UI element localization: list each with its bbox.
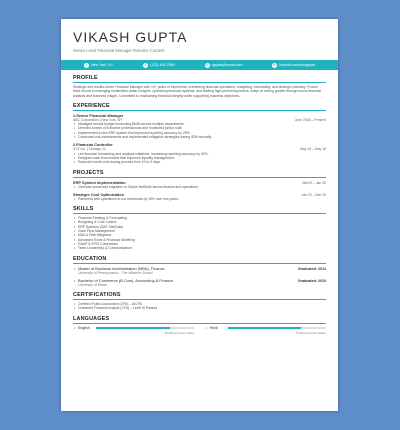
language-entry (73, 326, 194, 335)
location-icon: ⌖ (85, 62, 88, 67)
section-divider (73, 177, 326, 178)
resume-page (61, 19, 338, 411)
contact-bar (61, 60, 338, 70)
job-role: 1.Senior Financial Manager (73, 112, 124, 118)
section-divider (73, 213, 326, 214)
profile-text: Strategic and results-driven Financial Manager with 10+ years of experience overseeing financial operations, budgeting, forecasting, and strategic planning. Proven track record in managing multimillion-dollar budgets, optimizing financial systems, and leading high-performing teams. Adept at driving growth through sound financial analysis and business insight. Committed to maintaining financial integrity while supporting business objectives. (73, 85, 322, 98)
section-divider (73, 263, 326, 264)
list-item: • ERP Systems (SAP, NetSuite) (73, 225, 326, 229)
project-name: ERP System Implementation (73, 179, 126, 185)
contact-phone: ✆ (123) 456-7890 (144, 62, 175, 67)
section-title: LANGUAGES (73, 315, 110, 322)
project-name: Strategic Cost Optimization (73, 191, 125, 197)
graduation-date: Graduated: 2014 (297, 266, 326, 271)
skills-section (73, 206, 326, 250)
linkedin-icon: in (273, 62, 277, 67)
section-title: EDUCATION (73, 255, 107, 262)
job-bullets (73, 152, 326, 165)
languages-section (73, 316, 326, 335)
section-title: PROJECTS (73, 169, 104, 176)
contact-email[interactable]: ✉ vgupta@email.com (205, 62, 243, 67)
list-item: • Directed a team of 8 finance professionals and monitored jumior staff. (73, 126, 326, 130)
list-item: • Team Leadership & Communication (73, 246, 326, 250)
proficiency-label: Proficiency level: Native (296, 331, 326, 336)
section-divider (73, 110, 326, 111)
resume-body (61, 75, 338, 335)
education-section (73, 256, 326, 288)
job-entry (73, 113, 326, 139)
list-item: • Oversaw successful migration to Oracle NetSuite across finance and operations. (73, 185, 326, 189)
list-item: • Managed annual budget exceeding $50M across multiple departments. (73, 122, 326, 126)
project-date: Mar19 – Jan 20 (302, 180, 326, 185)
project-entry (73, 192, 326, 201)
candidate-tagline: Senior Level Financial Manager Resume Content (73, 48, 165, 53)
education-entry (73, 278, 326, 287)
experience-section (73, 103, 326, 165)
project-date: Jan 20 – Mar 20 (301, 192, 326, 197)
contact-linkedin[interactable]: in linkedin.com/in/vgupta (273, 62, 315, 67)
list-item: • Advanced Excel & Financial Modeling (73, 238, 326, 242)
list-item: • Reduced month-end closing process from 10 to 5 days. (73, 160, 326, 164)
list-item: • M&A & Risk Mitigation (73, 233, 326, 237)
section-divider (73, 299, 326, 300)
job-date: May 15 – May 18 (299, 147, 326, 152)
section-title: EXPERIENCE (73, 102, 110, 109)
degree-name: • Bachelor of Commerce (B.Com), Accounting & Finance (73, 278, 298, 283)
certifications-section (73, 292, 326, 311)
profile-section (73, 75, 326, 98)
job-bullets (73, 122, 326, 139)
proficiency-label: Proficiency level: Native (164, 331, 195, 336)
language-name: • Hindi (205, 326, 225, 330)
list-item: • Certified Public Accountant (CPA) – AICPA (73, 302, 326, 306)
projects-section (73, 170, 326, 202)
project-entry (73, 180, 326, 189)
language-entry (205, 326, 326, 335)
section-title: PROFILE (73, 75, 98, 81)
proficiency-bar (96, 327, 194, 329)
list-item: • Conducted risk assessments and implemented mitigation strategies saving $2M annually. (73, 135, 326, 139)
job-company: ABC Corporation | New York, NY (73, 117, 123, 122)
job-entry (73, 142, 326, 164)
resume-header (61, 19, 338, 55)
section-title: SKILLS (73, 206, 94, 213)
education-entry (73, 266, 326, 275)
list-item: • Budgeting & Cost Control (73, 220, 326, 224)
list-item: • Led financial forecasting and analysis initiatives, increasing reporting accuracy by 40%. (73, 152, 326, 156)
candidate-name: VIKASH GUPTA (73, 29, 188, 45)
graduation-date: Graduated: 2010 (297, 278, 326, 283)
list-item: • Financial Strategy & Forecasting (73, 216, 326, 220)
school-name: University of Illinois (78, 282, 108, 287)
section-title: CERTIFICATIONS (73, 292, 121, 299)
job-role: 2.Financial Controller (73, 142, 113, 148)
list-item: • Cash Flow Management (73, 229, 326, 233)
phone-icon: ✆ (144, 62, 148, 67)
list-item: • Implemented a new ERP system that improved reporting accuracy by 25%. (73, 131, 326, 135)
proficiency-fill (228, 327, 302, 329)
section-divider (73, 82, 326, 83)
school-name: University of Pennsylvania – The Wharton School (78, 270, 153, 275)
skills-list (73, 216, 326, 250)
job-date: June 2018 – Present (294, 117, 326, 122)
list-item: • Partnered with operations to cut overheads by 15% over two years. (73, 197, 326, 201)
contact-location: ⌖ New York, NY (85, 62, 114, 67)
section-divider (73, 323, 326, 324)
certifications-list (73, 302, 326, 311)
list-item: • GAAP & IFRS Compliance (73, 242, 326, 246)
proficiency-bar (228, 327, 326, 329)
proficiency-fill (96, 327, 170, 329)
email-icon: ✉ (205, 62, 209, 67)
degree-name: • Master of Business Administration (MBA), Finance (73, 266, 298, 271)
job-company: XYZ Inc. | Chicago, IL (73, 147, 106, 152)
list-item: • Designed cash flow models that improved liquidity management. (73, 156, 326, 160)
language-name: • English (73, 326, 93, 330)
list-item: • Chartered Financial Analyst (CFA) – Level III Passed (73, 306, 326, 310)
